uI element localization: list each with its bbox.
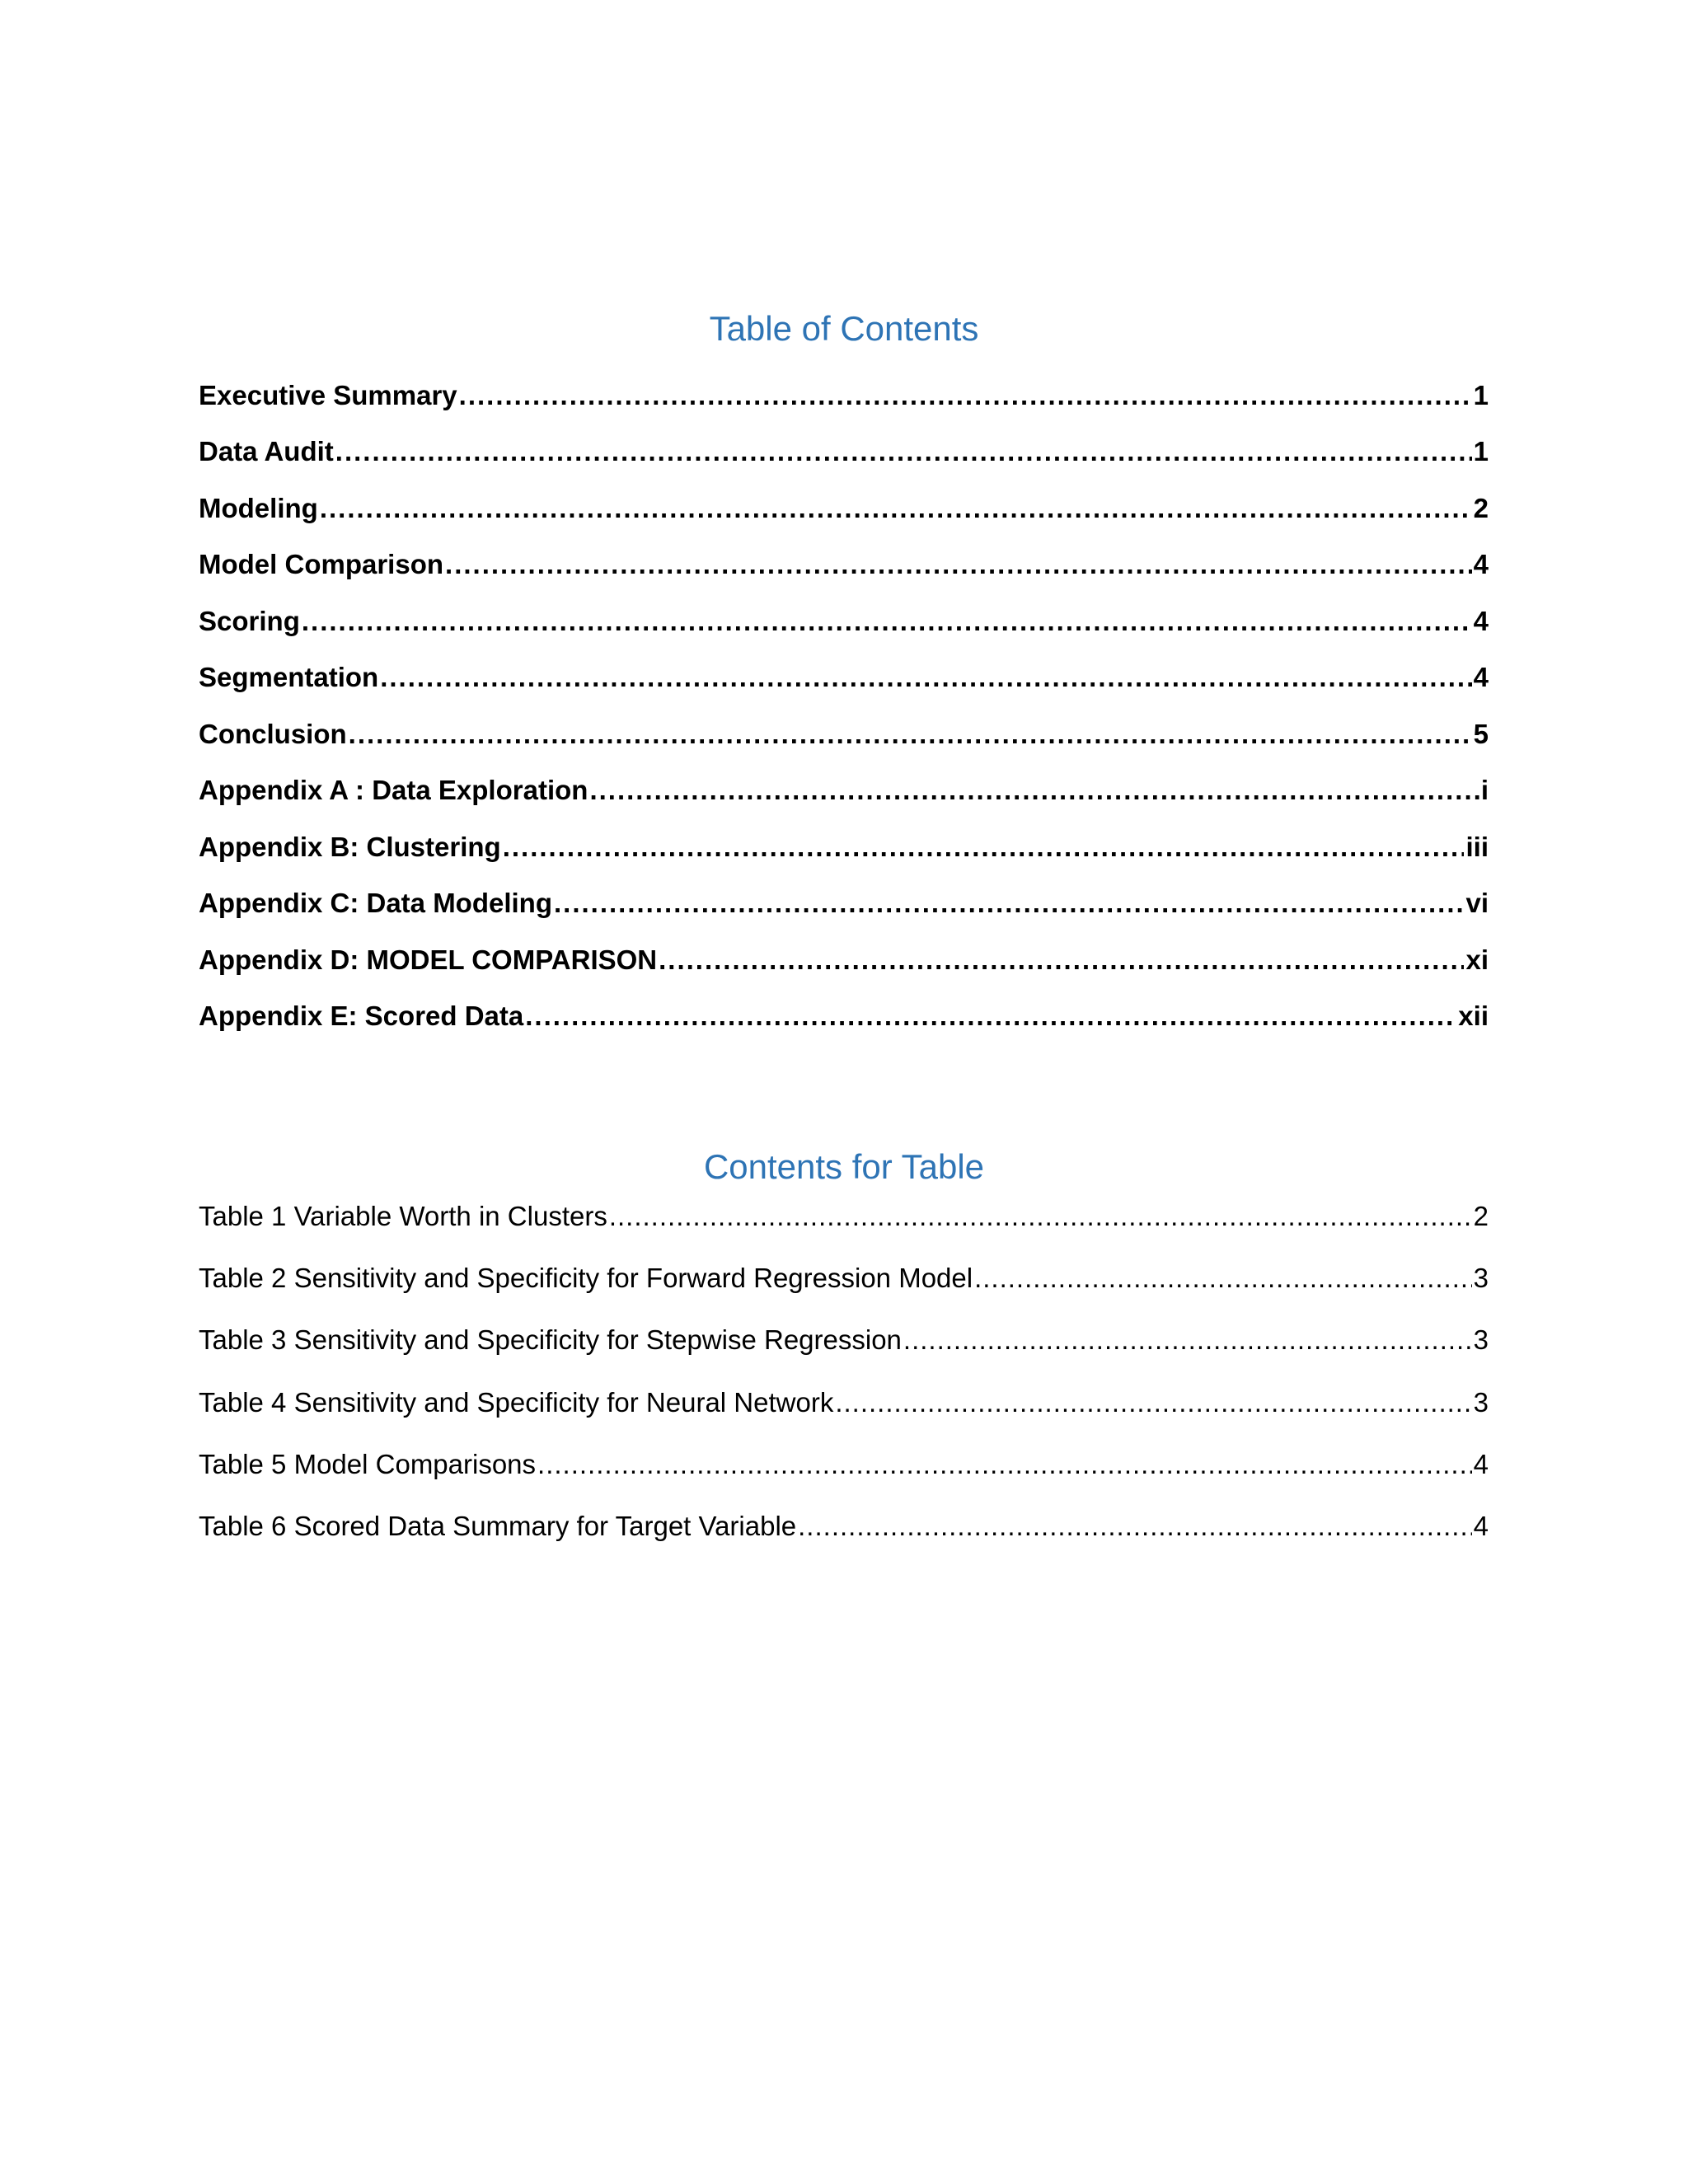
dot-leader	[380, 661, 1471, 694]
toc-entry-page: 4	[1473, 549, 1489, 579]
toc-entry-page: i	[1480, 775, 1489, 805]
toc-entry[interactable]	[199, 435, 1489, 468]
toc-entry-label: Conclusion	[199, 719, 347, 749]
table-list-entry-page: 3	[1473, 1387, 1489, 1418]
dot-leader	[459, 379, 1472, 412]
table-list-entry[interactable]	[199, 1262, 1489, 1295]
toc-entry-label: Appendix D: MODEL COMPARISON	[199, 944, 658, 975]
dot-leader	[302, 605, 1472, 638]
toc-entry-label: Appendix B: Clustering	[199, 832, 501, 862]
table-list-entry[interactable]	[199, 1386, 1489, 1419]
toc-entry[interactable]	[199, 379, 1489, 412]
toc-entry-page: iii	[1465, 832, 1489, 862]
toc-entry-page: 1	[1473, 380, 1489, 410]
toc-entry-label: Appendix C: Data Modeling	[199, 888, 552, 918]
toc-entry-label: Model Comparison	[199, 549, 444, 579]
dot-leader	[537, 1448, 1472, 1481]
dot-leader	[835, 1386, 1471, 1419]
table-list-entry-label: Table 3 Sensitivity and Specificity for Stepwise Regression	[199, 1324, 902, 1355]
toc-entry-page: 1	[1473, 436, 1489, 466]
toc-entry[interactable]	[199, 548, 1489, 581]
toc-entry[interactable]	[199, 1000, 1489, 1033]
table-list-entry-label: Table 2 Sensitivity and Specificity for Forward Regression Model	[199, 1263, 973, 1293]
toc-entry[interactable]	[199, 661, 1489, 694]
table-list-entry-page: 3	[1473, 1263, 1489, 1293]
toc-entry-label: Executive Summary	[199, 380, 457, 410]
dot-leader	[320, 492, 1472, 525]
dot-leader	[335, 435, 1472, 468]
dot-leader	[554, 887, 1464, 920]
toc-heading: Table of Contents	[709, 309, 979, 348]
table-list-entry-label: Table 6 Scored Data Summary for Target Variable	[199, 1511, 797, 1541]
toc-entry-page: 5	[1473, 719, 1489, 749]
table-list-entry-page: 2	[1473, 1201, 1489, 1231]
toc-entry-page: xi	[1465, 944, 1489, 975]
toc-entry-page: 4	[1473, 662, 1489, 692]
dot-leader	[525, 1000, 1456, 1033]
table-list-entry-page: 3	[1473, 1324, 1489, 1355]
toc-entry[interactable]	[199, 944, 1489, 977]
table-list-entry[interactable]	[199, 1324, 1489, 1357]
toc-entry[interactable]	[199, 774, 1489, 807]
table-list-entry-page: 4	[1473, 1449, 1489, 1479]
toc-entry[interactable]	[199, 492, 1489, 525]
dot-leader	[589, 774, 1479, 807]
table-list-entry[interactable]	[199, 1510, 1489, 1543]
toc-entry-label: Data Audit	[199, 436, 334, 466]
toc-entry-page: vi	[1465, 888, 1489, 918]
toc-entry[interactable]	[199, 887, 1489, 920]
toc-entry-label: Scoring	[199, 606, 300, 636]
toc-entry-page: xii	[1458, 1001, 1489, 1031]
dot-leader	[659, 944, 1464, 977]
toc-entry-label: Segmentation	[199, 662, 379, 692]
dot-leader	[609, 1200, 1472, 1233]
dot-leader	[349, 718, 1472, 751]
table-list-entry-label: Table 5 Model Comparisons	[199, 1449, 537, 1479]
toc-entry[interactable]	[199, 605, 1489, 638]
table-list-entry[interactable]	[199, 1200, 1489, 1233]
dot-leader	[503, 831, 1465, 864]
toc-entry[interactable]	[199, 831, 1489, 864]
table-list-entry-label: Table 4 Sensitivity and Specificity for Neural Network	[199, 1387, 834, 1418]
toc-entry-page: 2	[1473, 493, 1489, 523]
table-list-entry-page: 4	[1473, 1511, 1489, 1541]
toc-entry[interactable]	[199, 718, 1489, 751]
dot-leader	[903, 1324, 1472, 1357]
table-list-entry-label: Table 1 Variable Worth in Clusters	[199, 1201, 607, 1231]
table-list-heading: Contents for Table	[703, 1147, 985, 1186]
toc-entry-label: Appendix E: Scored Data	[199, 1001, 524, 1031]
dot-leader	[798, 1510, 1472, 1543]
toc-entry-label: Appendix A : Data Exploration	[199, 775, 588, 805]
toc-entry-label: Modeling	[199, 493, 318, 523]
table-list-entry[interactable]	[199, 1448, 1489, 1481]
toc-entry-page: 4	[1473, 606, 1489, 636]
dot-leader	[445, 548, 1472, 581]
dot-leader	[974, 1262, 1472, 1295]
